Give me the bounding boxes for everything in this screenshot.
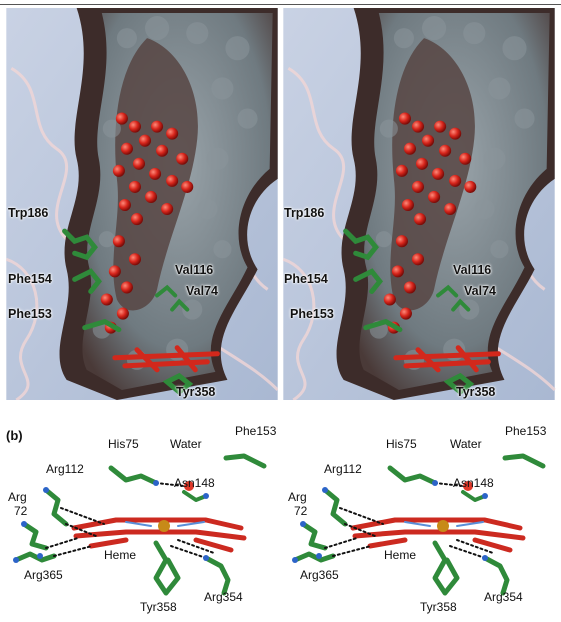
label-water-left: Water	[170, 437, 202, 451]
label-arg112-left: Arg112	[46, 462, 84, 476]
label-heme-left: Heme	[104, 548, 137, 562]
label-val74-left: Val74	[186, 284, 218, 298]
label-asn148-right: Asn148	[453, 476, 494, 490]
label-arg354-right: Arg354	[484, 590, 523, 604]
panel-a-right-view	[282, 8, 556, 400]
panel-a-left-view	[6, 8, 278, 400]
label-tyr358-left: Tyr358	[176, 385, 216, 399]
panel-b-left-view	[6, 418, 278, 618]
label-phe154-right: Phe154	[284, 272, 328, 286]
label-val116-left: Val116	[175, 263, 214, 277]
label-arg-right: Arg	[288, 490, 307, 504]
label-val116-right: Val116	[453, 263, 492, 277]
label-72-right: 72	[294, 504, 308, 518]
label-arg-left: Arg	[8, 490, 27, 504]
label-tyr358-right: Tyr358	[456, 385, 496, 399]
label-phe154-left: Phe154	[8, 272, 52, 286]
label-val74-right: Val74	[464, 284, 496, 298]
label-tyr358-b-right: Tyr358	[420, 600, 457, 614]
label-arg112-right: Arg112	[324, 462, 362, 476]
label-his75-left: His75	[108, 437, 139, 451]
label-trp186-left: Trp186	[8, 206, 49, 220]
label-phe153-b-left: Phe153	[235, 424, 277, 438]
label-arg365-right: Arg365	[300, 568, 339, 582]
panel-b-label: (b)	[6, 428, 23, 443]
label-phe153-right: Phe153	[290, 307, 334, 321]
label-his75-right: His75	[386, 437, 417, 451]
label-trp186-right: Trp186	[284, 206, 325, 220]
label-arg354-left: Arg354	[204, 590, 243, 604]
label-tyr358-b-left: Tyr358	[140, 600, 177, 614]
label-arg365-left: Arg365	[24, 568, 63, 582]
label-heme-right: Heme	[384, 548, 417, 562]
panel-b-right-view	[282, 418, 556, 618]
label-phe153-b-right: Phe153	[505, 424, 547, 438]
label-water-right: Water	[450, 437, 482, 451]
label-asn148-left: Asn148	[174, 476, 215, 490]
top-rule	[0, 4, 561, 5]
label-phe153-left: Phe153	[8, 307, 52, 321]
label-72-left: 72	[14, 504, 28, 518]
